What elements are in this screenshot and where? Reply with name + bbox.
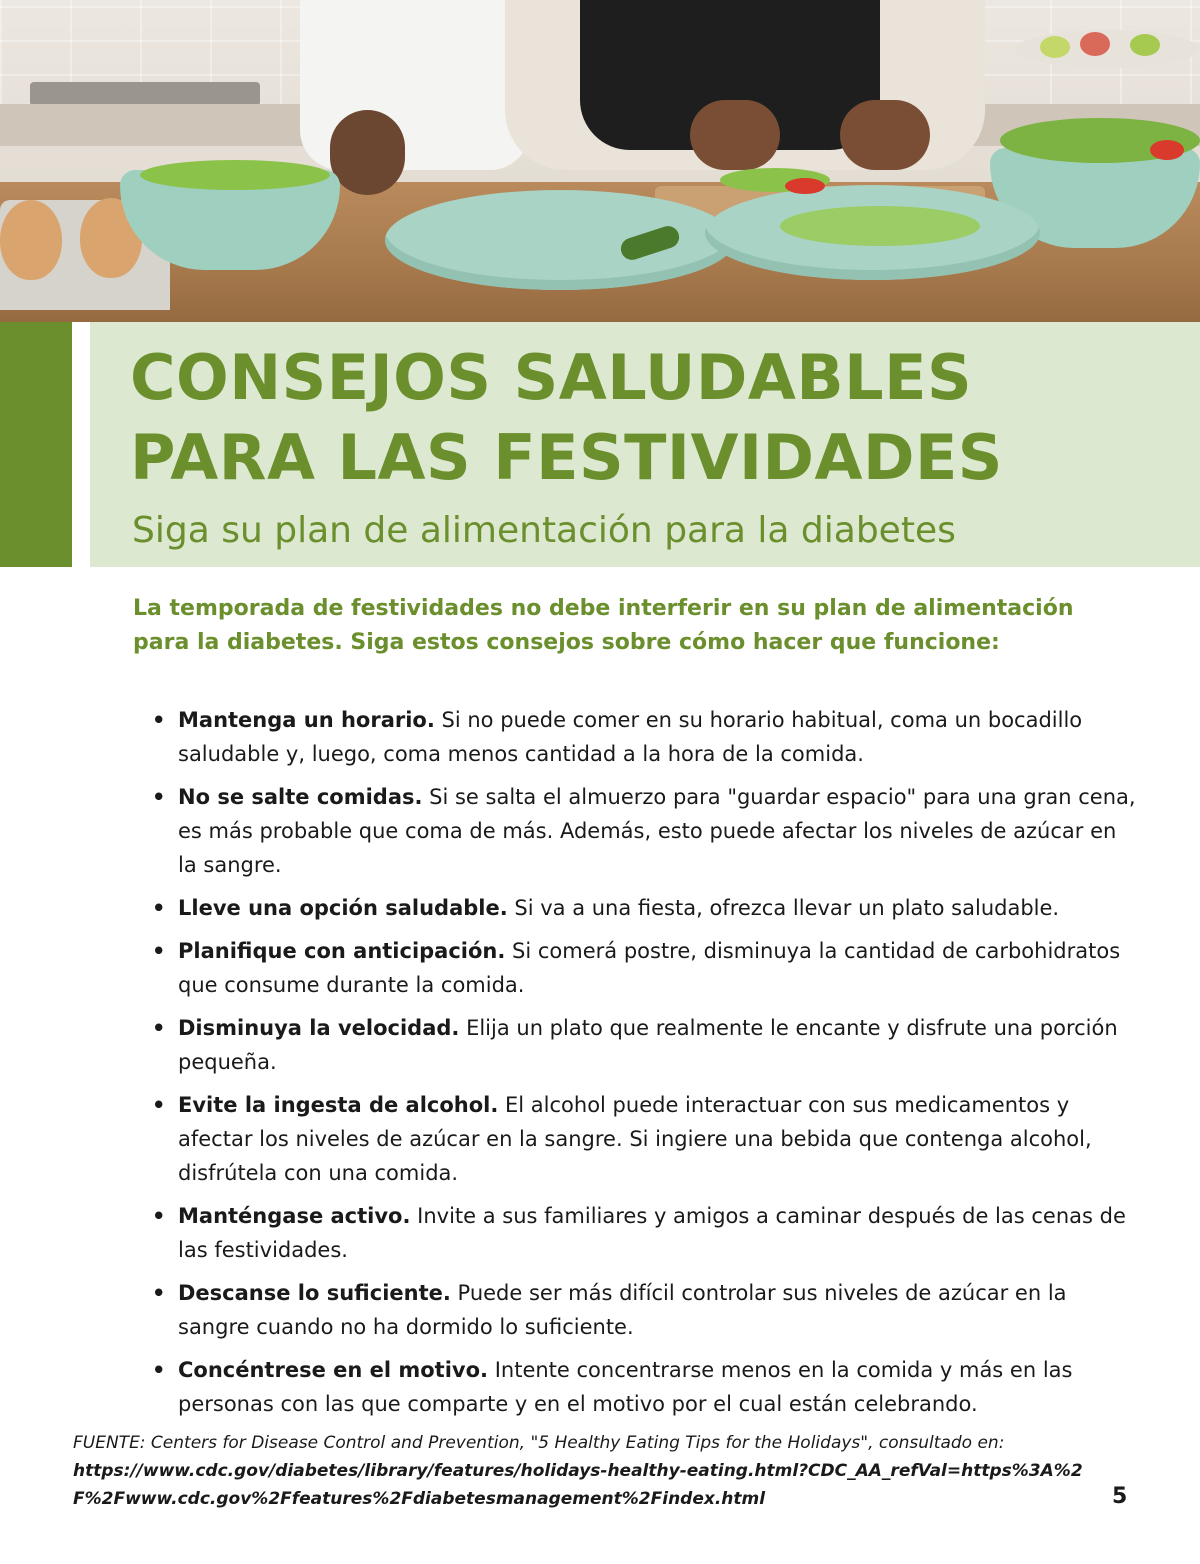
tip-item xyxy=(150,934,1140,1002)
tip-heading: Planifique con anticipación. xyxy=(178,939,506,963)
hero-photo xyxy=(0,0,1200,322)
accent-bar xyxy=(0,322,72,567)
tip-heading: Manténgase activo. xyxy=(178,1204,411,1228)
tip-item xyxy=(150,1011,1140,1079)
bullet: • xyxy=(152,1281,166,1305)
page-subtitle: Siga su plan de alimentación para la diabetes xyxy=(132,510,956,551)
tip-heading: Mantenga un horario. xyxy=(178,708,435,732)
tip-item xyxy=(150,780,1140,882)
lettuce xyxy=(140,160,330,190)
tip-text: Si va a una fiesta, ofrezca llevar un plato saludable. xyxy=(507,896,1060,920)
page-number: 5 xyxy=(1112,1484,1128,1509)
fruit xyxy=(1040,36,1070,58)
egg xyxy=(0,200,62,280)
plate xyxy=(385,190,735,290)
bullet: • xyxy=(152,896,166,920)
tip-text: Elija un plato que realmente le encante y disfrute una porción pequeña. xyxy=(178,1016,1118,1074)
stove xyxy=(30,82,260,106)
intro-paragraph: La temporada de festividades no debe interferir en su plan de alimentación para la diabetes. Siga estos consejos sobre cómo hacer que funcione: xyxy=(133,596,1074,655)
tip-heading: Concéntrese en el motivo. xyxy=(178,1358,489,1382)
tip-text: Si no puede comer en su horario habitual, coma un bocadillo saludable y, luego, coma menos cantidad a la hora de la comida. xyxy=(178,708,1083,766)
tomato xyxy=(1150,140,1184,160)
bullet: • xyxy=(152,1358,166,1382)
tip-item xyxy=(150,1199,1140,1267)
tip-item xyxy=(150,891,1140,925)
bullet: • xyxy=(152,1016,166,1040)
adult-hand xyxy=(840,100,930,170)
fruit xyxy=(1130,34,1160,56)
bullet: • xyxy=(152,1093,166,1117)
tip-text: Si se salta el almuerzo para "guardar espacio" para una gran cena, es más probable que coma de más. Además, esto puede afectar los niveles de azúcar en la sangre. xyxy=(178,785,1136,877)
tip-item xyxy=(150,1353,1140,1421)
bullet: • xyxy=(152,1204,166,1228)
source-citation xyxy=(73,1429,1093,1513)
tip-heading: Lleve una opción saludable. xyxy=(178,896,508,920)
child-hand xyxy=(330,110,405,195)
title-line-2: PARA LAS FESTIVIDADES xyxy=(130,421,1003,494)
title-line-1: CONSEJOS SALUDABLES xyxy=(130,341,973,414)
bullet: • xyxy=(152,939,166,963)
source-label: FUENTE: Centers for Disease Control and Prevention, "5 Healthy Eating Tips for the Holidays", consultado en: xyxy=(73,1433,1005,1453)
tip-text: El alcohol puede interactuar con sus medicamentos y afectar los niveles de azúcar en la sangre. Si ingiere una bebida que contenga alcohol, disfrútela con una comida. xyxy=(178,1093,1092,1185)
page-title xyxy=(130,338,1190,498)
lettuce xyxy=(780,206,980,246)
tip-heading: No se salte comidas. xyxy=(178,785,423,809)
adult-hand xyxy=(690,100,780,170)
tip-heading: Evite la ingesta de alcohol. xyxy=(178,1093,499,1117)
tip-item xyxy=(150,703,1140,771)
tips-list xyxy=(150,703,1140,1430)
fruit xyxy=(1080,32,1110,56)
bullet: • xyxy=(152,785,166,809)
tip-item xyxy=(150,1276,1140,1344)
tip-heading: Disminuya la velocidad. xyxy=(178,1016,460,1040)
tip-text: Invite a sus familiares y amigos a caminar después de las cenas de las festividades. xyxy=(178,1204,1126,1262)
tomato xyxy=(785,178,825,194)
tip-item xyxy=(150,1088,1140,1190)
tip-heading: Descanse lo suficiente. xyxy=(178,1281,451,1305)
tip-text: Si comerá postre, disminuya la cantidad de carbohidratos que consume durante la comida. xyxy=(178,939,1121,997)
tip-text: Intente concentrarse menos en la comida y más en las personas con las que comparte y en el motivo por el cual están celebrando. xyxy=(178,1358,1073,1416)
source-url[interactable]: https://www.cdc.gov/diabetes/library/features/holidays-healthy-eating.html?CDC_AA_refVal=https%3A%2F%2Fwww.cdc.gov%2Ffeatures%2Fdiabetesmanagement%2Findex.html xyxy=(73,1461,1083,1509)
tip-text: Puede ser más difícil controlar sus niveles de azúcar en la sangre cuando no ha dormido lo suficiente. xyxy=(178,1281,1067,1339)
bullet: • xyxy=(152,708,166,732)
